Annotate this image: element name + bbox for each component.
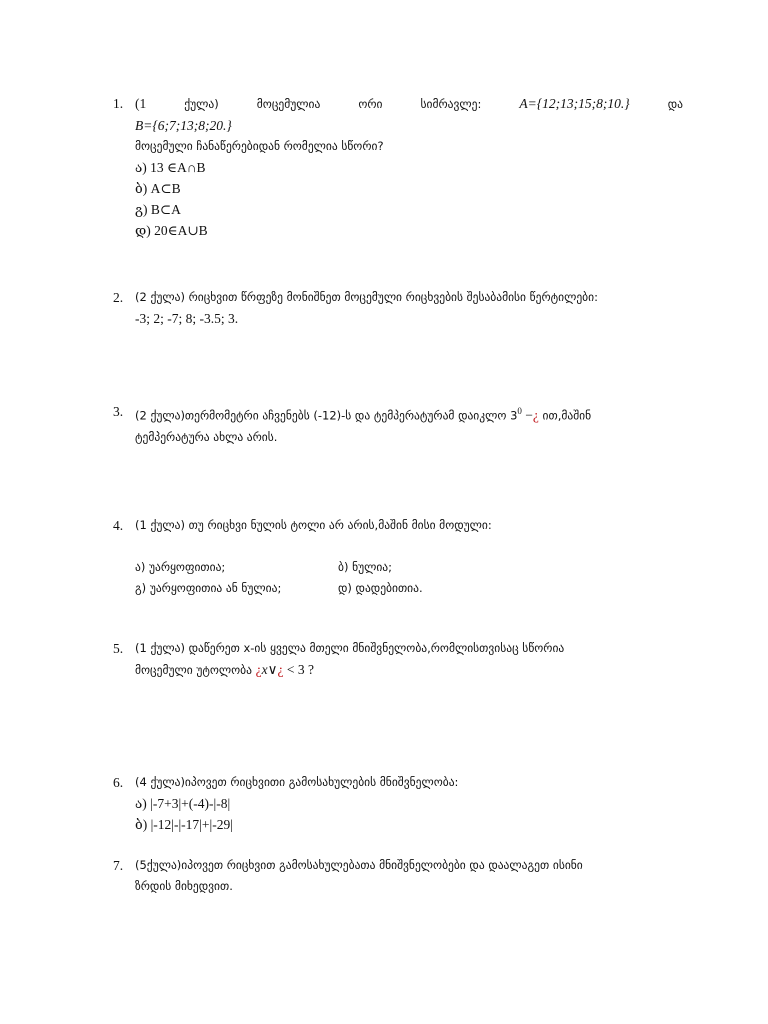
question-2-numbers: -3; 2; -7; 8; -3.5; 3.	[135, 311, 239, 326]
set-b: B={6;7;13;8;20.}	[135, 118, 232, 133]
question-7	[113, 855, 683, 897]
question-3-line-2: ტემპერატურა ახლა არის.	[135, 429, 278, 444]
option-a: ა) 13 ∈A∩B	[135, 160, 206, 175]
question-4	[113, 515, 683, 599]
question-number: 6.	[113, 775, 124, 790]
question-number: 1.	[113, 96, 124, 111]
question-6-option-a: ა) |-7+3|+(-4)-|-8|	[135, 796, 231, 811]
question-6	[113, 772, 683, 835]
option-d: დ) 20∈A∪B	[135, 223, 208, 238]
question-1-prompt: მოცემული ჩანაწერებიდან რომელია სწორი?	[135, 139, 384, 153]
question-3-line-1: (2 ქულა)თერმომეტრი აჩვენებს (-12)-ს და ტემპერატურამ დაიკლო $3^0$ −¿ ით,მაშინ	[135, 406, 592, 423]
question-5	[113, 638, 683, 681]
option-g: გ) B⊂A	[135, 202, 181, 217]
question-number: 2.	[113, 290, 124, 305]
question-7-line-1: (5ქულა)იპოვეთ რიცხვით გამოსახულებათა მნიშვნელობები და დაალაგეთ ისინი	[135, 858, 583, 872]
question-number: 4.	[113, 518, 124, 533]
set-a: A={12;13;15;8;10.}	[519, 96, 630, 111]
question-1	[113, 93, 683, 241]
question-number: 7.	[113, 858, 124, 873]
question-2	[113, 287, 683, 329]
question-7-line-2: ზრდის მიხედვით.	[135, 879, 233, 893]
question-1-line-1: (1 ქულა) მოცემულია ორი სიმრავლე: A={12;13;15;8;10.} და	[135, 93, 683, 115]
question-4-options-row-2: გ) უარყოფითია ან ნულია; დ) დადებითია.	[135, 581, 423, 595]
question-3	[113, 401, 683, 448]
question-5-line-2: მოცემული უტოლობა ¿x∨¿ < 3 ?	[135, 662, 315, 677]
question-number: 3.	[113, 404, 124, 419]
question-4-text: (1 ქულა) თუ რიცხვი ნულის ტოლი არ არის,მაშინ მისი მოდული:	[135, 518, 492, 532]
option-b: ბ) A⊂B	[135, 181, 181, 196]
question-6-option-b: ბ) |-12|-|-17|+|-29|	[135, 817, 233, 832]
question-5-line-1: (1 ქულა) დაწერეთ x-ის ყველა მთელი მნიშვნელობა,რომლისთვისაც სწორია	[135, 641, 565, 655]
question-number: 5.	[113, 641, 124, 656]
question-4-options-row-1: ა) უარყოფითია; ბ) ნულია;	[135, 560, 393, 574]
question-6-text: (4 ქულა)იპოვეთ რიცხვითი გამოსახულების მნიშვნელობა:	[135, 775, 459, 789]
question-2-text: (2 ქულა) რიცხვით წრფეზე მონიშნეთ მოცემული რიცხვების შესაბამისი წერტილები:	[135, 290, 598, 304]
